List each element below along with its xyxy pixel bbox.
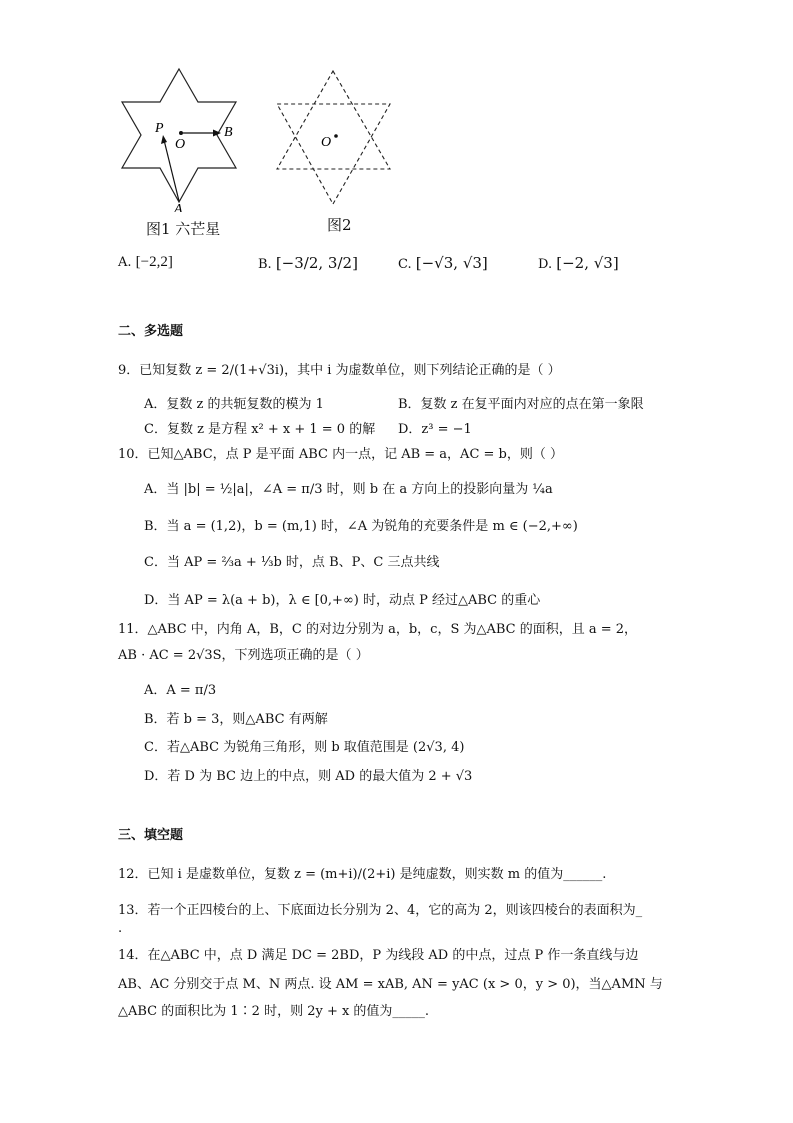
q14-line1: 14．在△ABC 中，点 D 满足 DC = 2BD，P 为线段 AD 的中点，过点 P 作一条直线与边 [118,948,639,963]
figure-2-hexagram [274,68,396,208]
q14-line2: AB、AC 分别交于点 M、N 两点. 设 AM = xAB, AN = yAC (x > 0，y > 0)，当△AMN 与 [118,977,663,992]
figure-1-caption: 图1 六芒星 [146,220,221,238]
q10-option-a: A．当 |b| = ½|a|，∠A = π/3 时，则 b 在 a 方向上的投影向量为 ¼a [144,482,553,497]
q12-text: 12．已知 i 是虚数单位，复数 z = (m+i)/(2+i) 是纯虚数，则实数 m 的值为______. [118,867,607,882]
q11-option-c: C．若△ABC 为锐角三角形，则 b 取值范围是 (2√3, 4) [144,740,465,755]
q8-option-d: D. [−2, √3] [538,254,619,272]
q10-option-d: D．当 AP = λ(a + b)，λ ∈ [0,+∞) 时，动点 P 经过△ABC 的重心 [144,593,541,608]
hexagram-outline [122,69,236,202]
q10-stem: 10．已知△ABC，点 P 是平面 ABC 内一点，记 AB = a，AC = b，则（ ） [118,447,564,462]
q9-option-a: A．复数 z 的共轭复数的模为 1 [144,397,324,412]
q8-option-a: A. [−2,2] [118,254,173,270]
q10-option-b: B．当 a = (1,2)，b = (m,1) 时，∠A 为锐角的充要条件是 m ∈ (−2,+∞) [144,519,578,534]
q11-option-a: A．A = π/3 [144,683,217,698]
label-a: A [174,202,183,212]
upward-triangle [277,71,390,169]
q14-line3: △ABC 的面积比为 1∶2 时，则 2y + x 的值为_____. [118,1004,430,1019]
label-o2: O [321,135,332,150]
figure-2-caption: 图2 [327,216,352,234]
label-o: O [175,137,186,152]
q9-option-d: D．z³ = −1 [398,422,472,437]
section-title-multiple-choice: 二、多选题 [118,324,184,339]
q9-option-b: B．复数 z 在复平面内对应的点在第一象限 [398,397,644,412]
section-title-fill-in: 三、填空题 [118,828,184,843]
point-o2 [334,134,338,138]
figure-1-hexagram [118,62,248,212]
q11-stem-line1: 11．△ABC 中，内角 A，B，C 的对边分别为 a，b，c，S 为△ABC 的面积，且 a = 2， [118,622,638,637]
q9-stem: 9．已知复数 z = 2/(1+√3i)，其中 i 为虚数单位，则下列结论正确的是（ ） [118,363,561,378]
q9-option-c: C．复数 z 是方程 x² + x + 1 = 0 的解 [144,422,376,437]
q11-option-b: B．若 b = 3，则△ABC 有两解 [144,712,328,727]
q10-option-c: C．当 AP = ⅔a + ⅓b 时，点 B、P、C 三点共线 [144,555,440,570]
label-p: P [155,121,164,136]
q11-option-d: D．若 D 为 BC 边上的中点，则 AD 的最大值为 2 + √3 [144,769,473,784]
q11-stem-line2: AB · AC = 2√3S，下列选项正确的是（ ） [118,648,369,663]
q8-option-c: C. [−√3, √3] [398,254,488,272]
label-b: B [224,125,233,140]
point-o [179,131,183,135]
q13-line2: . [118,921,123,936]
q13-line1: 13．若一个正四棱台的上、下底面边长分别为 2、4，它的高为 2，则该四棱台的表面积为_ [118,903,643,918]
q8-option-b: B. [−3/2, 3/2] [258,254,358,272]
downward-triangle [277,104,390,204]
arrowhead-ap [161,135,167,144]
